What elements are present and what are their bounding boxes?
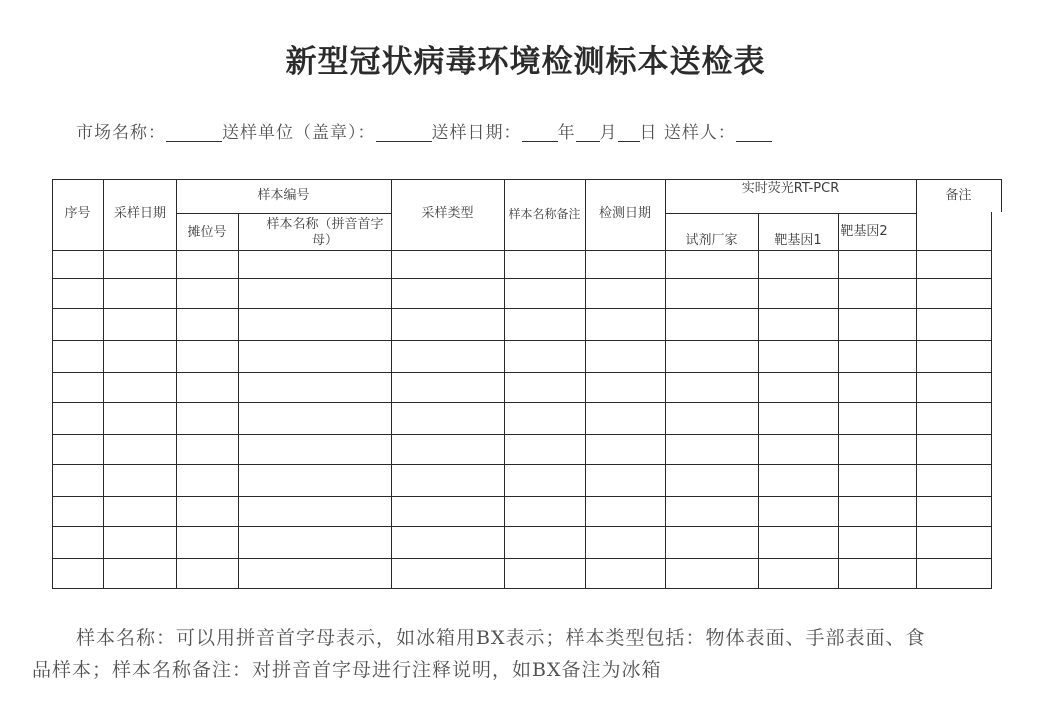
date-label: 送样日期：	[431, 123, 522, 143]
header-test-date: 检测日期	[598, 206, 651, 221]
footnote	[32, 622, 1032, 686]
market-label: 市场名称：	[76, 123, 166, 143]
footnote-line2: 品样本；样本名称备注：对拼音首字母进行注释说明，如BX备注为冰箱	[32, 659, 662, 681]
header-sample-name: 样本名称（拼音首字母）	[266, 217, 384, 248]
header-gene1: 靶基因1	[774, 233, 822, 248]
header-name-note: 样本名称备注	[508, 207, 581, 221]
header-remark: 备注	[945, 188, 972, 203]
day-label: 日	[639, 123, 658, 143]
header-sample-type: 采样类型	[421, 206, 474, 221]
footnote-line1: 样本名称：可以用拼音首字母表示，如冰箱用BX表示；样本类型包括：物体表面、手部表面、食	[76, 627, 926, 649]
header-pcr: 实时荧光RT-PCR	[741, 181, 840, 196]
header-reagent: 试剂厂家	[685, 233, 738, 248]
header-gene2: 靶基因2	[840, 224, 888, 239]
form-title: 新型冠状病毒环境检测标本送检表	[285, 44, 766, 80]
year-label: 年	[557, 123, 576, 143]
month-label: 月	[599, 123, 618, 143]
unit-label: 送样单位（盖章）：	[222, 123, 376, 143]
person-label: 送样人：	[663, 123, 736, 143]
header-sample-id: 样本编号	[257, 188, 310, 203]
header-stall: 摊位号	[187, 225, 227, 240]
header-sampling-date: 采样日期	[113, 206, 166, 221]
header-seq: 序号	[64, 206, 91, 221]
